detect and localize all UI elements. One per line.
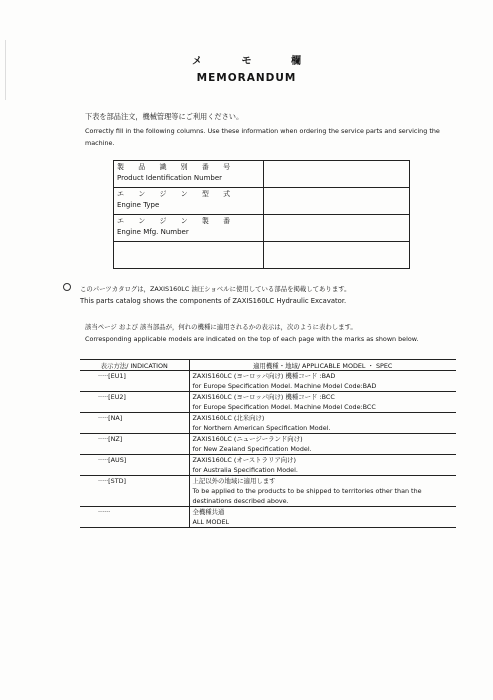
ident-label-en: Engine Type bbox=[117, 201, 160, 209]
model-line-2: To be applied to the products to be shipped to territories other than the bbox=[192, 487, 422, 495]
model-line-2: ALL MODEL bbox=[192, 518, 230, 526]
model-cell bbox=[189, 507, 456, 528]
header-applicable-model: 適用機種・地域/ APPLICABLE MODEL ・ SPEC bbox=[189, 360, 456, 371]
catalog-note-english: This parts catalog shows the components of ZAXIS160LC Hydraulic Excavator. bbox=[80, 297, 347, 305]
ident-value-cell[interactable] bbox=[264, 242, 410, 269]
title-japanese: メ モ 欄 bbox=[192, 56, 319, 67]
ident-label-jp: 製 品 識 別 番 号 bbox=[117, 163, 237, 171]
model-cell bbox=[189, 413, 456, 434]
title-english: MEMORANDUM bbox=[196, 72, 297, 84]
applicable-note-japanese: 該当ページ および 該当部品が，何れの機種に適用されるかの表示は，次のように表わします。 bbox=[85, 323, 357, 331]
ident-row-engine-mfg-number bbox=[114, 215, 410, 242]
indication-cell: ·····[STD] bbox=[80, 476, 189, 507]
model-row-eu1 bbox=[80, 371, 456, 392]
ident-row-product-id bbox=[114, 161, 410, 188]
ident-label-cell bbox=[114, 161, 264, 188]
ident-value-cell[interactable] bbox=[264, 215, 410, 242]
model-line-2: for Europe Specification Model. Machine Model Code:BCC bbox=[192, 403, 376, 411]
model-cell bbox=[189, 371, 456, 392]
circle-bullet-icon bbox=[63, 283, 71, 291]
ident-label-jp: エ ン ジ ン 製 番 bbox=[117, 217, 237, 225]
model-cell bbox=[189, 392, 456, 413]
intro-japanese: 下表を部品注文，機械管理等にご利用ください。 bbox=[85, 112, 244, 121]
ident-label-jp: エ ン ジ ン 型 式 bbox=[117, 190, 237, 198]
model-line-1: ZAXIS160LC (北米向け) bbox=[192, 414, 265, 422]
model-cell bbox=[189, 476, 456, 507]
header-indication: 表示方法/ INDICATION bbox=[80, 360, 189, 371]
model-cell bbox=[189, 434, 456, 455]
model-cell bbox=[189, 455, 456, 476]
model-line-1: ZAXIS160LC (ヨーロッパ向け) 機種コード :BAD bbox=[192, 372, 336, 380]
model-line-3: destinations described above. bbox=[192, 497, 289, 505]
indication-cell: ·····[NZ] bbox=[80, 434, 189, 455]
model-line-2: for Europe Specification Model. Machine Model Code:BAD bbox=[192, 382, 377, 390]
indication-cell: ·····[NA] bbox=[80, 413, 189, 434]
applicable-models-table bbox=[80, 359, 456, 528]
model-line-1: 上記以外の地域に適用します bbox=[192, 477, 276, 485]
indication-cell: ·····[EU1] bbox=[80, 371, 189, 392]
ident-label-cell bbox=[114, 242, 264, 269]
model-row-nz bbox=[80, 434, 456, 455]
ident-value-cell[interactable] bbox=[264, 188, 410, 215]
identification-table bbox=[113, 160, 410, 269]
model-line-2: for New Zealand Specification Model. bbox=[192, 445, 312, 453]
model-row-all bbox=[80, 507, 456, 528]
model-row-eu2 bbox=[80, 392, 456, 413]
model-line-1: ZAXIS160LC (ニュージーランド向け) bbox=[192, 435, 303, 443]
ident-label-en: Engine Mfg. Number bbox=[117, 228, 189, 236]
indication-cell: ·····[EU2] bbox=[80, 392, 189, 413]
model-row-na bbox=[80, 413, 456, 434]
model-line-2: for Australia Specification Model. bbox=[192, 466, 298, 474]
model-line-1: 全機種共通 bbox=[192, 508, 225, 516]
ident-row-engine-type bbox=[114, 188, 410, 215]
model-row-std bbox=[80, 476, 456, 507]
indication-cell: ·····[AUS] bbox=[80, 455, 189, 476]
scan-edge-mark bbox=[5, 40, 6, 100]
model-line-2: for Northern American Specification Model. bbox=[192, 424, 331, 432]
ident-value-cell[interactable] bbox=[264, 161, 410, 188]
model-line-1: ZAXIS160LC (オーストラリア向け) bbox=[192, 456, 297, 464]
model-line-1: ZAXIS160LC (ヨーロッパ向け) 機種コード :BCC bbox=[192, 393, 335, 401]
applicable-note-english: Corresponding applicable models are indicated on the top of each page with the marks as shown below. bbox=[85, 335, 419, 343]
intro-english: Correctly fill in the following columns. Use these information when ordering the service parts and servicing the machine. bbox=[85, 127, 440, 147]
indication-cell: ······ bbox=[80, 507, 189, 528]
model-row-aus bbox=[80, 455, 456, 476]
ident-label-cell bbox=[114, 188, 264, 215]
catalog-note-japanese: このパーツカタログは，ZAXIS160LC 油圧ショベルに使用している部品を掲載してあります。 bbox=[80, 285, 351, 293]
ident-label-cell bbox=[114, 215, 264, 242]
models-header-row bbox=[80, 360, 456, 371]
ident-label-en: Product Identification Number bbox=[117, 174, 223, 182]
ident-row-blank bbox=[114, 242, 410, 269]
